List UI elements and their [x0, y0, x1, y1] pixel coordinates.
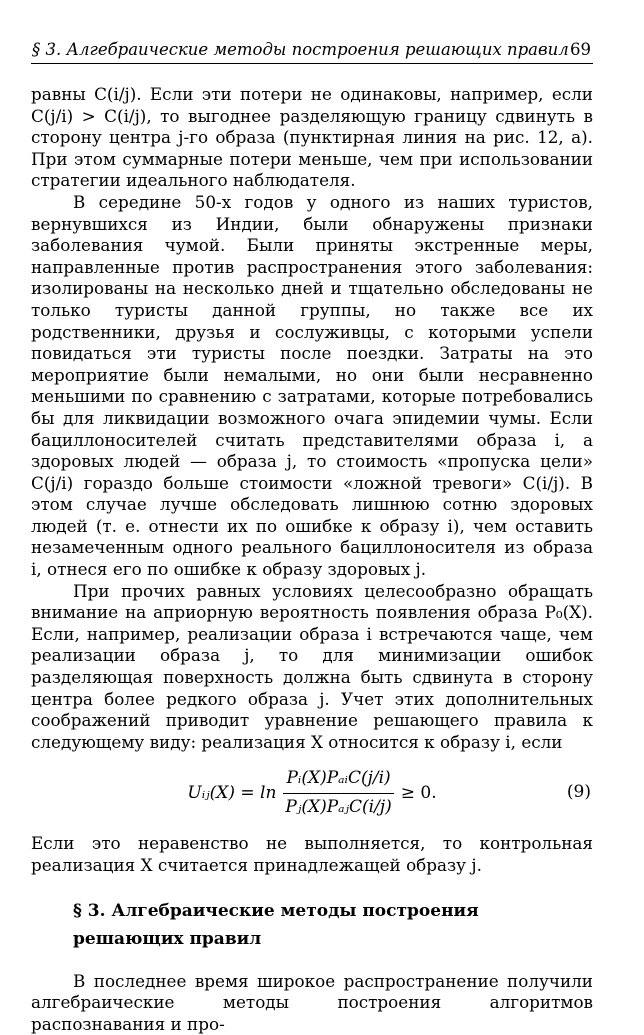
paragraph-algebraic-methods: В последнее время широкое распространение получили алгебраические методы построения алгоритмов распознавания и про-: [31, 970, 593, 1034]
paragraph-after-formula: Если это неравенство не выполняется, то контрольная реализация X считается принадлежащей образу j.: [31, 833, 593, 875]
equation-lhs: Uᵢⱼ(X) = ln: [187, 782, 277, 803]
section-heading-line1: § 3. Алгебраические методы построения: [73, 900, 479, 921]
paragraph-plague-example: В середине 50-х годов у одного из наших туристов, вернувшихся из Индии, были обнаружены признаки заболевания чумой. Были приняты экстренные меры, направленные против распространения этого заболевания: изолированы на несколько дней и тщательно обследованы не только туристы данной группы, но также все их родственники, друзья и сослуживцы, с которыми успели повидаться эти туристы после поездки. Затраты на это мероприятие были немалыми, но они были несравненно меньшими по сравнению с затратами, которые потребовались бы для ликвидации возможного очага эпидемии чумы. Если бациллоносителей считать представителями образа i, а здоровых людей — образа j, то стоимость «пропуска цели» C(j/i) гораздо больше стоимости «ложной тревоги» C(i/j). В этом случае лучше обследовать лишнюю сотню здоровых людей (т. е. отнести их по ошибке к образу i), чем оставить незамеченным одного реального бациллоносителя из образа i, отнеся его по ошибке к образу здоровых j.: [31, 191, 593, 580]
equation-denominator: Pⱼ(X)PₐⱼC(i/j): [285, 796, 392, 817]
page-number: 69: [570, 40, 591, 59]
page-body: [31, 84, 593, 1035]
equation-9: [31, 763, 593, 823]
paragraph-continuation: равны C(i/j). Если эти потери не одинаковы, например, если C(j/i) > C(i/j), то выгоднее разделяющую границу сдвинуть в сторону центра j-го образа (пунктирная линия на рис. 12, а). При этом суммарные потери меньше, чем при использовании стратегии идеального наблюдателя.: [31, 84, 593, 191]
section-heading-line2: решающих правил: [73, 928, 262, 949]
running-head: [31, 40, 593, 64]
paragraph-prior-probability: При прочих равных условиях целесообразно обращать внимание на априорную вероятность появления образа P₀(X). Если, например, реализации образа i встречаются чаще, чем реализации образа j, то для минимизации ошибок разделяющая поверхность должна быть сдвинута в сторону центра более редкого образа j. Учет этих дополнительных соображений приводит уравнение решающего правила к следующему виду: реализация X относится к образу i, если: [31, 580, 593, 752]
book-page: [31, 40, 593, 1035]
equation-fraction: [282, 768, 394, 818]
equation-number: (9): [566, 782, 591, 803]
equation-numerator: Pᵢ(X)PₐᵢC(j/i): [283, 768, 393, 794]
section-heading: [73, 897, 593, 953]
running-head-title: § 3. Алгебраические методы построения решающих правил: [32, 40, 569, 59]
equation-rhs: ≥ 0.: [400, 782, 437, 803]
